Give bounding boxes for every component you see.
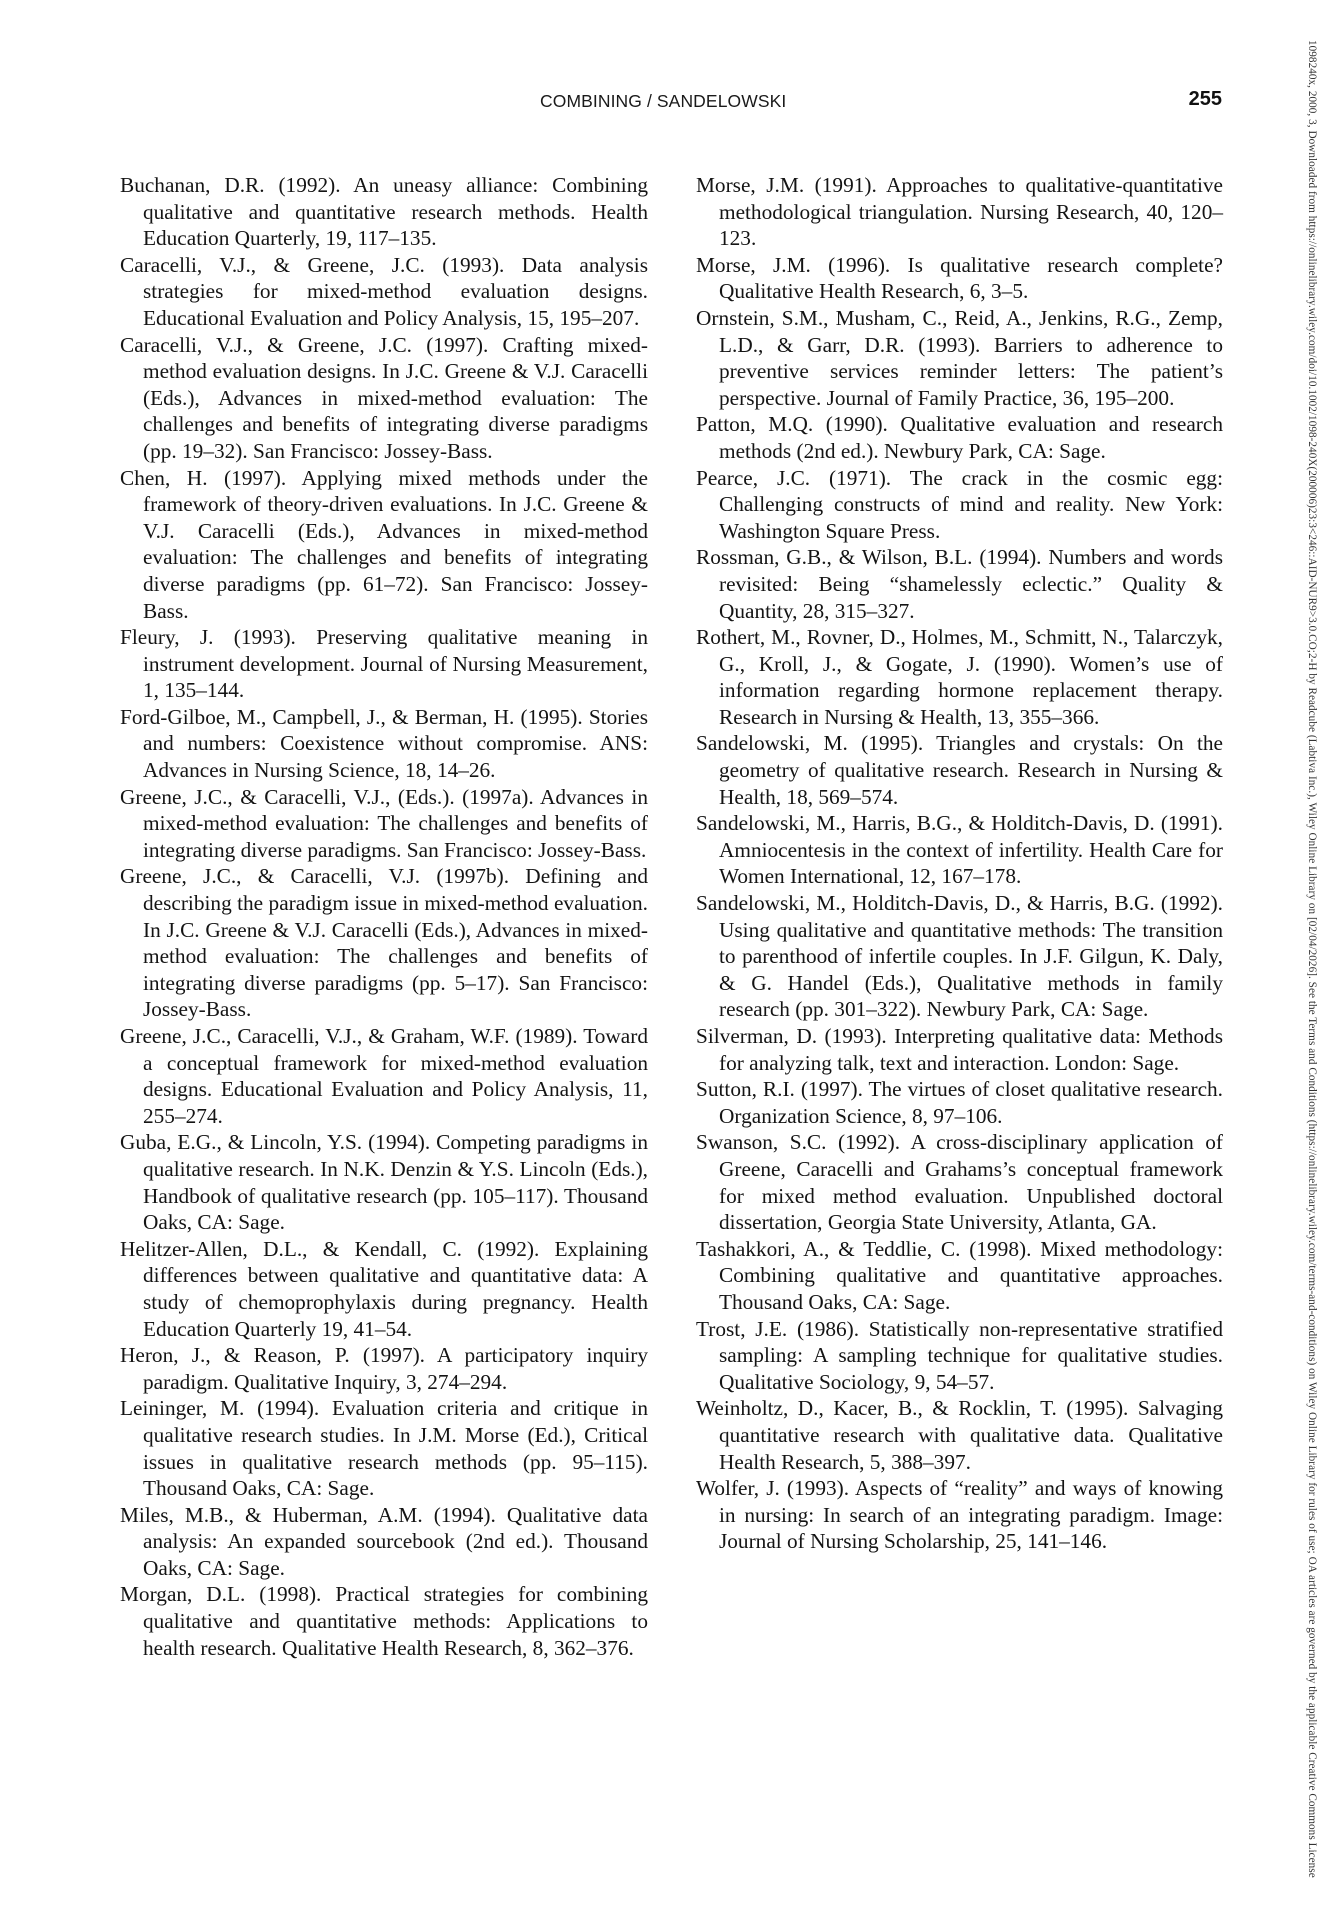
reference-item: Helitzer-Allen, D.L., & Kendall, C. (1992). Explaining differences between qualitative and quantitative data: A study of chemoprophylaxis during pregnancy. Health Education Quarterly 19, 41–54. bbox=[120, 1236, 648, 1341]
reference-item: Sandelowski, M., Harris, B.G., & Holditch-Davis, D. (1991). Amniocentesis in the context of infertility. Health Care for Women International, 12, 167–178. bbox=[696, 811, 1223, 889]
reference-item: Silverman, D. (1993). Interpreting qualitative data: Methods for analyzing talk, text and interaction. London: Sage. bbox=[696, 1024, 1223, 1075]
reference-item: Morse, J.M. (1996). Is qualitative research complete? Qualitative Health Research, 6, 3–5. bbox=[696, 252, 1223, 304]
references-left-column bbox=[120, 172, 648, 1661]
reference-item: Wolfer, J. (1993). Aspects of “reality” and ways of knowing in nursing: In search of an integrating paradigm. Image: Journal of Nursing Scholarship, 25, 141–146. bbox=[696, 1476, 1223, 1554]
reference-item: Heron, J., & Reason, P. (1997). A participatory inquiry paradigm. Qualitative Inquiry, 3, 274–294. bbox=[120, 1343, 648, 1394]
reference-item: Trost, J.E. (1986). Statistically non-representative stratified sampling: A sampling technique for qualitative studies. Qualitative Sociology, 9, 54–57. bbox=[696, 1316, 1223, 1394]
reference-item: Caracelli, V.J., & Greene, J.C. (1993). Data analysis strategies for mixed-method evaluation designs. Educational Evaluation and Policy Analysis, 15, 195–207. bbox=[120, 252, 648, 330]
reference-item: Rothert, M., Rovner, D., Holmes, M., Schmitt, N., Talarczyk, G., Kroll, J., & Gogate, J. (1990). Women’s use of information regarding hormone replacement therapy. Research in Nursing & Health, 13, 355–366. bbox=[696, 625, 1223, 729]
reference-item: Greene, J.C., & Caracelli, V.J. (1997b). Defining and describing the paradigm issue in mixed-method evaluation. In J.C. Greene & V.J. Caracelli (Eds.), Advances in mixed-method evaluation: The challenges and benefits of integrating diverse paradigms (pp. 5–17). San Francisco: Jossey-Bass. bbox=[120, 864, 648, 1022]
page-number: 255 bbox=[1188, 88, 1222, 110]
reference-item: Miles, M.B., & Huberman, A.M. (1994). Qualitative data analysis: An expanded sourcebook (2nd ed.). Thousand Oaks, CA: Sage. bbox=[120, 1502, 648, 1580]
reference-item: Pearce, J.C. (1971). The crack in the cosmic egg: Challenging constructs of mind and reality. New York: Washington Square Press. bbox=[696, 465, 1223, 543]
reference-item: Caracelli, V.J., & Greene, J.C. (1997). Crafting mixed-method evaluation designs. In J.C. Greene & V.J. Caracelli (Eds.), Advances in mixed-method evaluation: The challenges and benefits of integrating diverse paradigms (pp. 19–32). San Francisco: Jossey-Bass. bbox=[120, 332, 648, 463]
reference-item: Greene, J.C., Caracelli, V.J., & Graham, W.F. (1989). Toward a conceptual framework for mixed-method evaluation designs. Educational Evaluation and Policy Analysis, 11, 255–274. bbox=[120, 1024, 648, 1128]
reference-item: Ford-Gilboe, M., Campbell, J., & Berman, H. (1995). Stories and numbers: Coexistence without compromise. ANS: Advances in Nursing Science, 18, 14–26. bbox=[120, 704, 648, 783]
reference-item: Buchanan, D.R. (1992). An uneasy alliance: Combining qualitative and quantitative research methods. Health Education Quarterly, 19, 117–135. bbox=[120, 173, 648, 251]
reference-item: Tashakkori, A., & Teddlie, C. (1998). Mixed methodology: Combining qualitative and quantitative approaches. Thousand Oaks, CA: Sage. bbox=[696, 1236, 1223, 1314]
download-notice-text: 1098240x, 2000, 3, Downloaded from https://onlinelibrary.wiley.com/doi/10.1002/1098-240X(200006)23:3<246::AID-NUR9>3.0.CO;2-H by Readcube (Labtiva Inc.), Wiley Online Library on [02/04/2026]. See the Terms and Conditions (https://onlinelibrary.wiley.com/terms-and-conditions) on Wiley Online Library for rules of use; OA articles are governed by the applicable Creative Commons License bbox=[1306, 40, 1318, 1878]
download-notice-sidebar bbox=[1298, 40, 1318, 1880]
reference-item: Chen, H. (1997). Applying mixed methods under the framework of theory-driven evaluations. In J.C. Greene & V.J. Caracelli (Eds.), Advances in mixed-method evaluation: The challenges and benefits of integrating diverse paradigms (pp. 61–72). San Francisco: Jossey-Bass. bbox=[120, 465, 648, 623]
reference-item: Guba, E.G., & Lincoln, Y.S. (1994). Competing paradigms in qualitative research. In N.K. Denzin & Y.S. Lincoln (Eds.), Handbook of qualitative research (pp. 105–117). Thousand Oaks, CA: Sage. bbox=[120, 1130, 648, 1235]
reference-item: Sutton, R.I. (1997). The virtues of closet qualitative research. Organization Science, 8, 97–106. bbox=[696, 1077, 1223, 1128]
running-head: COMBINING / SANDELOWSKI bbox=[540, 91, 787, 111]
reference-item: Leininger, M. (1994). Evaluation criteria and critique in qualitative research studies. In J.M. Morse (Ed.), Critical issues in qualitative research methods (pp. 95–115). Thousand Oaks, CA: Sage. bbox=[120, 1396, 648, 1501]
reference-item: Patton, M.Q. (1990). Qualitative evaluation and research methods (2nd ed.). Newbury Park, CA: Sage. bbox=[696, 412, 1223, 463]
reference-item: Weinholtz, D., Kacer, B., & Rocklin, T. (1995). Salvaging quantitative research with qualitative data. Qualitative Health Research, 5, 388–397. bbox=[696, 1396, 1223, 1474]
reference-item: Ornstein, S.M., Musham, C., Reid, A., Jenkins, R.G., Zemp, L.D., & Garr, D.R. (1993). Barriers to adherence to preventive services reminder letters: The patient’s perspective. Journal of Family Practice, 36, 195–200. bbox=[696, 305, 1223, 410]
reference-item: Sandelowski, M., Holditch-Davis, D., & Harris, B.G. (1992). Using qualitative and quantitative methods: The transition to parenthood of infertile couples. In J.F. Gilgun, K. Daly, & G. Handel (Eds.), Qualitative methods in family research (pp. 301–322). Newbury Park, CA: Sage. bbox=[696, 891, 1223, 1022]
references-right-column bbox=[696, 172, 1223, 1555]
reference-item: Rossman, G.B., & Wilson, B.L. (1994). Numbers and words revisited: Being “shamelessly eclectic.” Quality & Quantity, 28, 315–327. bbox=[696, 545, 1223, 623]
reference-item: Swanson, S.C. (1992). A cross-disciplinary application of Greene, Caracelli and Grahams’s conceptual framework for mixed method evaluation. Unpublished doctoral dissertation, Georgia State University, Atlanta, GA. bbox=[696, 1130, 1223, 1235]
reference-item: Greene, J.C., & Caracelli, V.J., (Eds.). (1997a). Advances in mixed-method evaluation: The challenges and benefits of integrating diverse paradigms. San Francisco: Jossey-Bass. bbox=[120, 784, 648, 862]
reference-item: Morse, J.M. (1991). Approaches to qualitative-quantitative methodological triangulation. Nursing Research, 40, 120–123. bbox=[696, 173, 1223, 251]
reference-item: Fleury, J. (1993). Preserving qualitative meaning in instrument development. Journal of Nursing Measurement, 1, 135–144. bbox=[120, 625, 648, 703]
reference-item: Morgan, D.L. (1998). Practical strategies for combining qualitative and quantitative methods: Applications to health research. Qualitative Health Research, 8, 362–376. bbox=[120, 1582, 648, 1660]
reference-item: Sandelowski, M. (1995). Triangles and crystals: On the geometry of qualitative research. Research in Nursing & Health, 18, 569–574. bbox=[696, 731, 1223, 809]
